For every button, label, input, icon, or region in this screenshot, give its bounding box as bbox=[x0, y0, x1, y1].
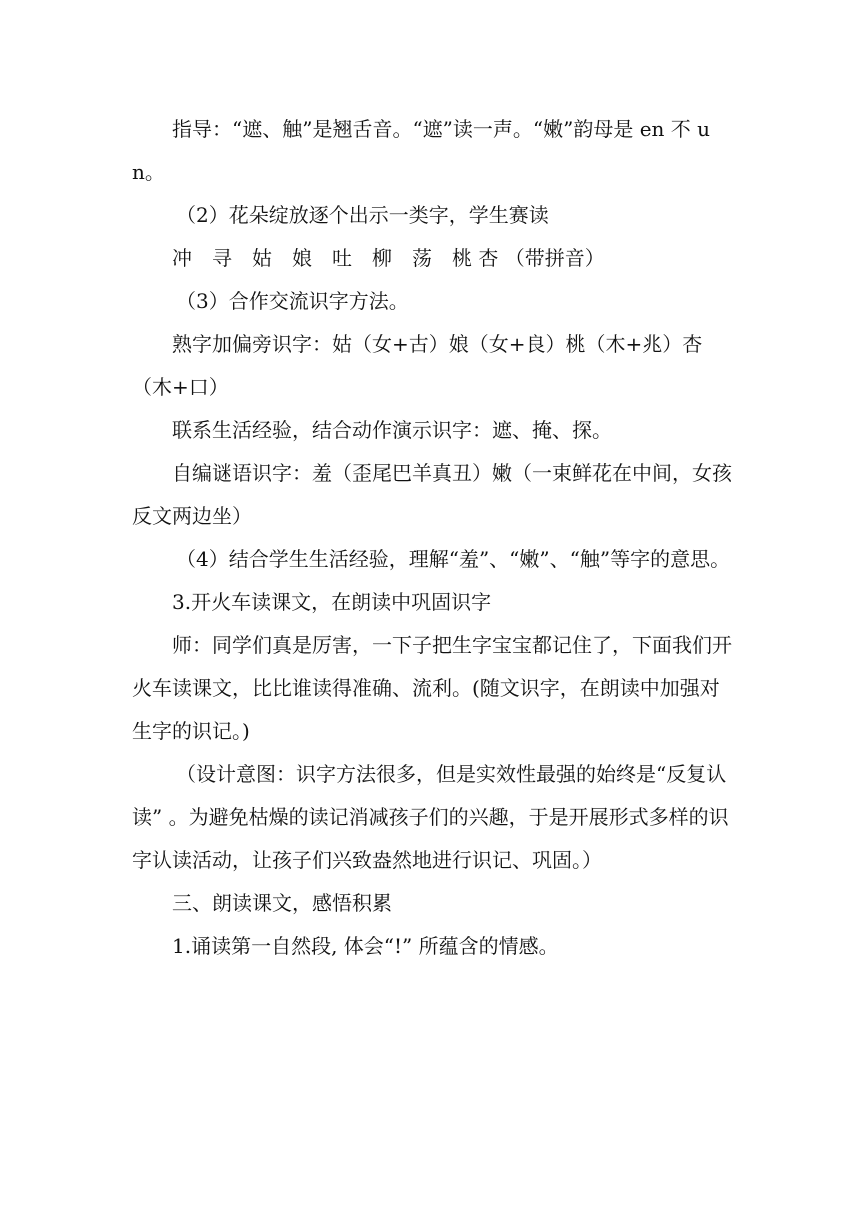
design-intent-paragraph: （设计意图：识字方法很多，但是实效性最强的始终是“反复认读” 。为避免枯燥的读记消减孩子们的兴趣，于是开展形式多样的识字认读活动，让孩子们兴致盎然地进行识记、巩固。） bbox=[132, 762, 729, 872]
part-3-heading: 三、朗读课文，感悟积累 bbox=[172, 891, 392, 915]
teacher-paragraph: 师：同学们真是厉害，一下子把生字宝宝都记住了，下面我们开火车读课文，比比谁读得准确、流利。(随文识字，在朗读中加强对生字的识记。) bbox=[132, 633, 732, 743]
character-list: 冲 寻 姑 娘 吐 柳 荡 桃 杏 （带拼音） bbox=[172, 246, 605, 270]
step-4-paragraph: （4）结合学生生活经验，理解“羞”、“嫩”、“触”等字的意思。 bbox=[176, 547, 731, 571]
document-body bbox=[132, 108, 732, 968]
radical-method-paragraph: 熟字加偏旁识字：姑（女+古）娘（女+良）桃（木+兆）杏（木+口） bbox=[132, 332, 703, 399]
life-experience-paragraph: 联系生活经验，结合动作演示识字：遮、掩、探。 bbox=[172, 418, 612, 442]
section-3-heading: 3.开火车读课文，在朗读中巩固识字 bbox=[172, 590, 492, 614]
riddle-method-paragraph: 自编谜语识字：羞（歪尾巴羊真丑）嫩（一束鲜花在中间，女孩反文两边坐） bbox=[132, 461, 732, 528]
instruction-paragraph: 指导：“遮、触”是翘舌音。“遮”读一声。“嫩”韵母是 en 不 un。 bbox=[132, 117, 711, 184]
step-2-heading: （2）花朵绽放逐个出示一类字，学生赛读 bbox=[176, 203, 549, 227]
step-3-heading: （3）合作交流识字方法。 bbox=[176, 289, 409, 313]
reading-step-1: 1.诵读第一自然段, 体会“!” 所蕴含的情感。 bbox=[172, 934, 559, 958]
